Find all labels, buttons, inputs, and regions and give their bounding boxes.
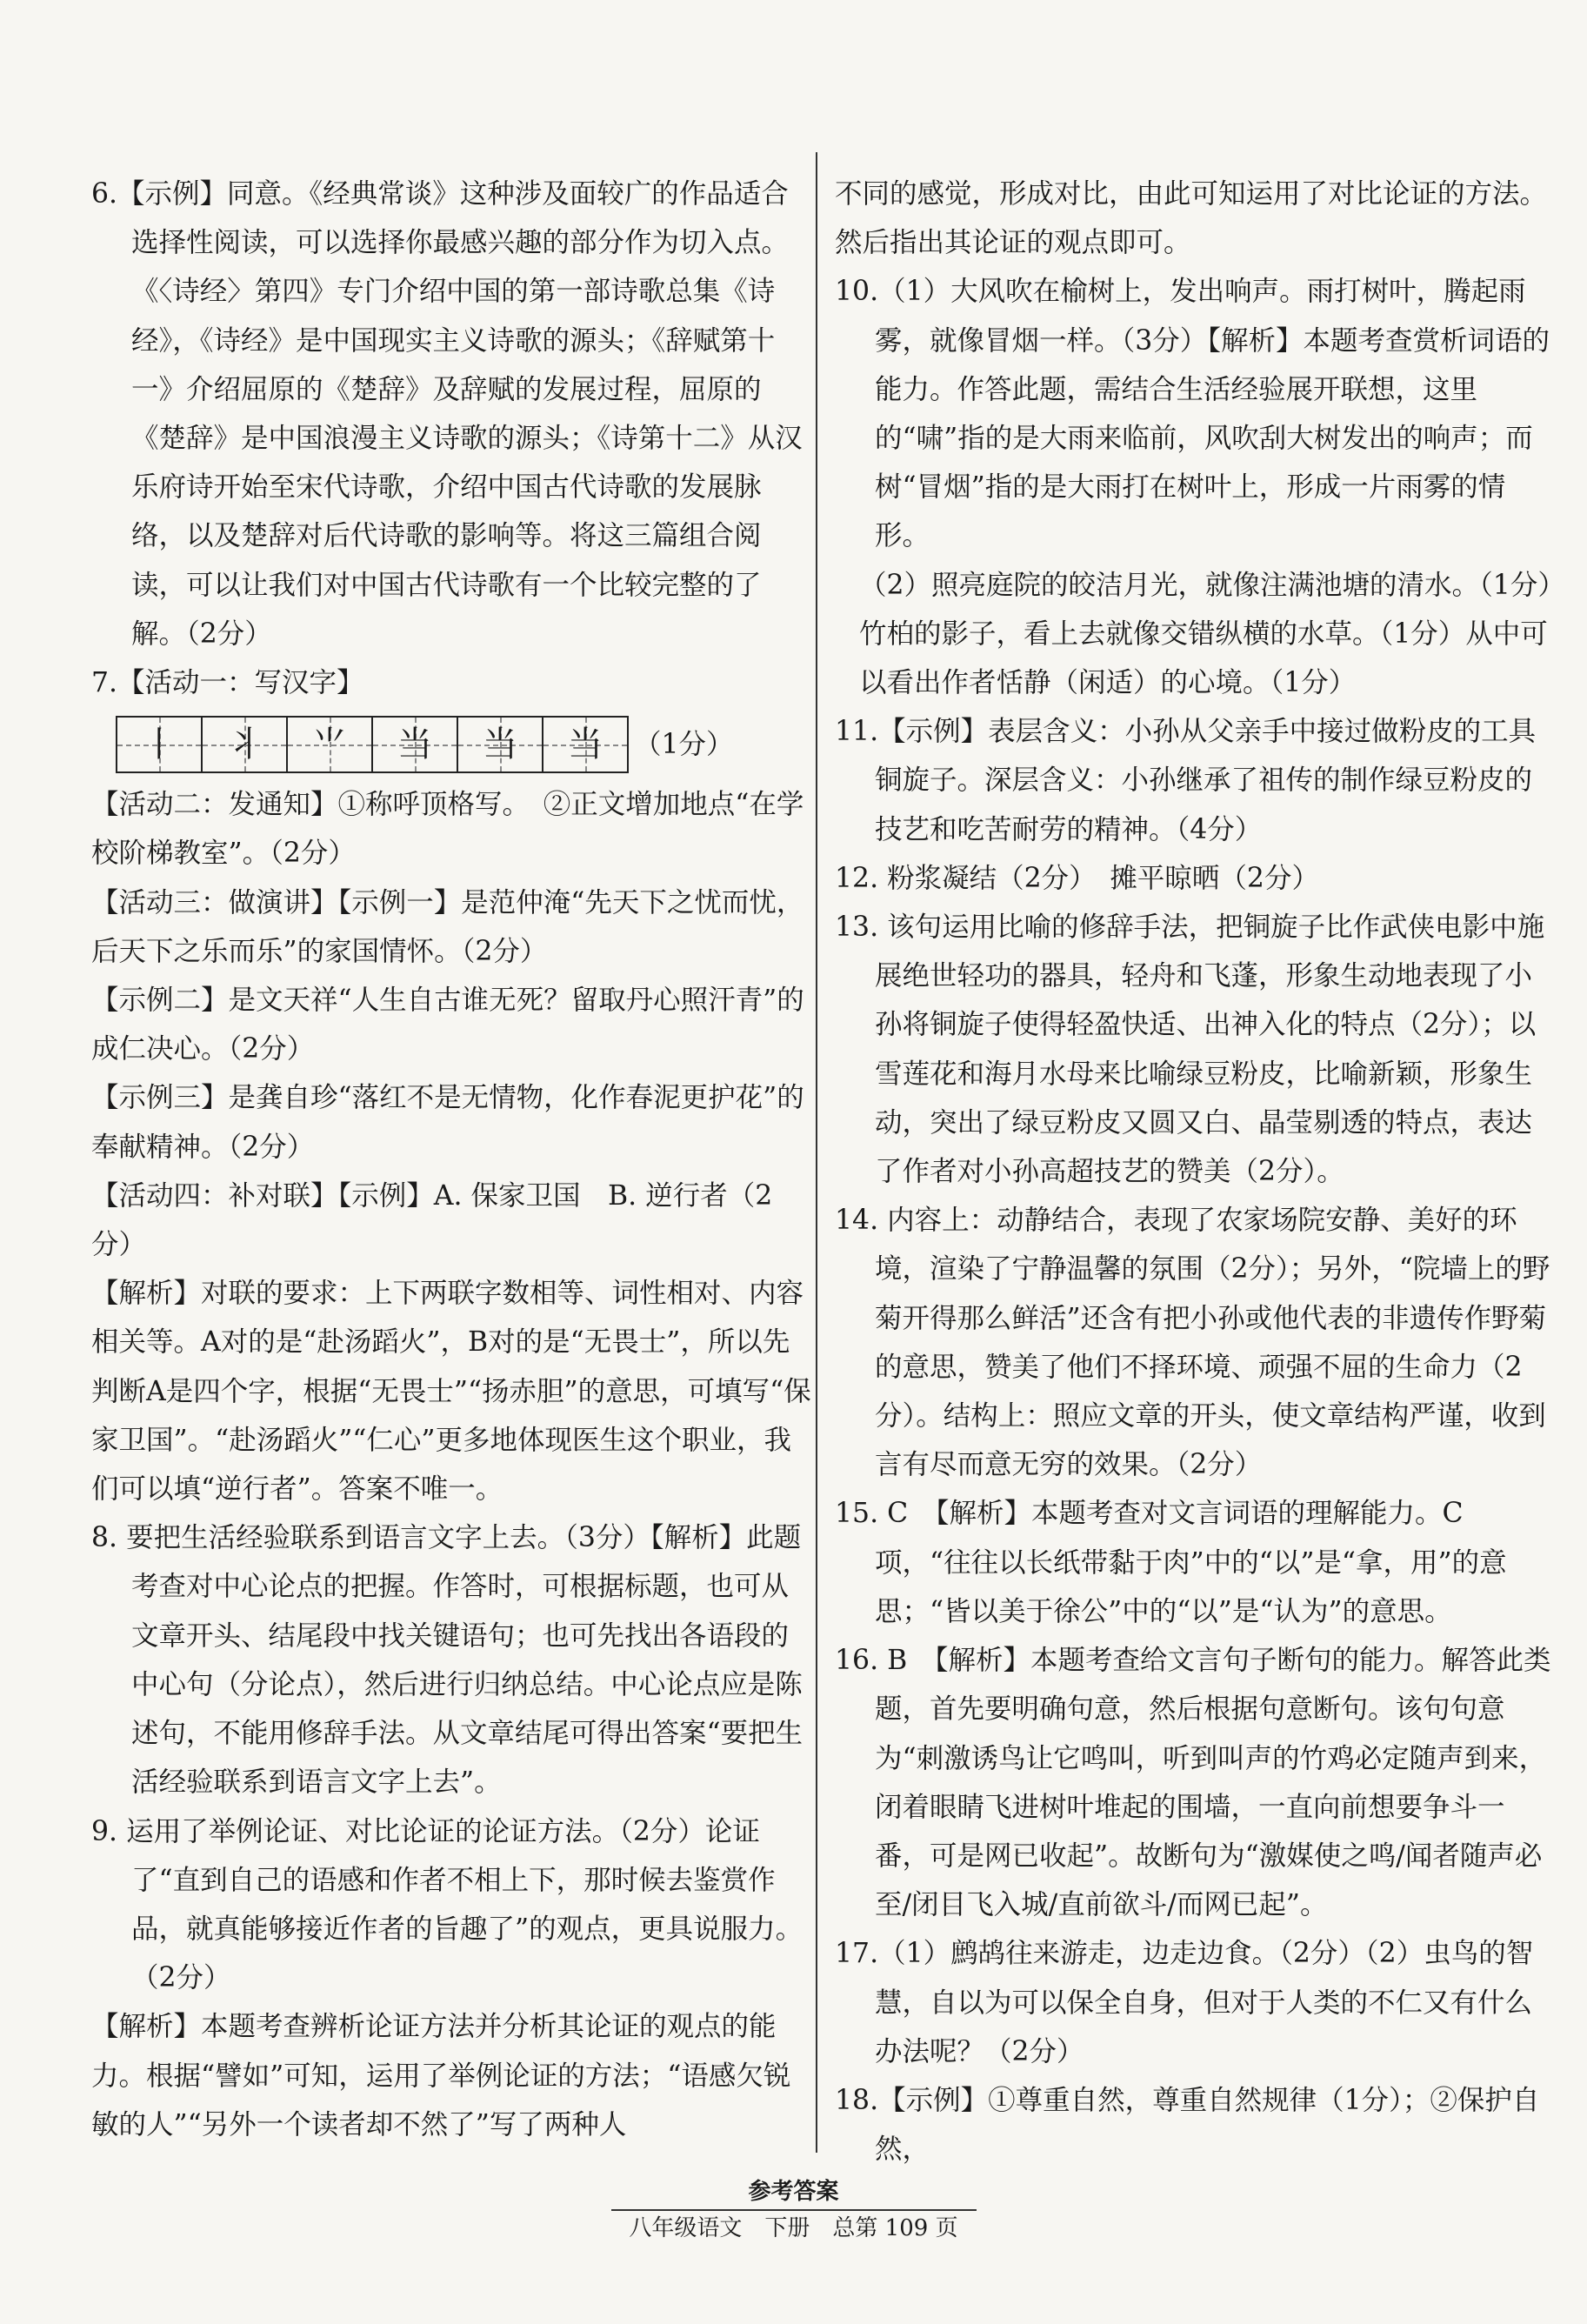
right-column	[835, 170, 1557, 2174]
example-3: 【示例三】是龚自珍“落红不是无情物，化作春泥更护花”的奉献精神。（2分）	[91, 1082, 804, 1163]
stroke-cell: 丬	[201, 716, 286, 773]
answer-16: 16. B 【解析】本题考查给文言句子断句的能力。解答此类题，首先要明确句意，然后根据句意断句。该句句意为“刺激诱鸟让它鸣叫，听到叫声的竹鸡必定随声到来，闭着眼睛飞进树叶堆起的围墙，一直向前想要争斗一番，可是网已收起”。故断句为“激媒使之鸣/闻者随声必至/闭目飞入城/直前欲斗/而网已起”。	[835, 1645, 1551, 1921]
stroke-cell: 丨	[116, 716, 201, 773]
stroke-cell: 当	[457, 716, 542, 773]
stroke-score: （1分）	[634, 729, 734, 761]
footer-page-info: 八年级语文 下册 总第 109 页	[629, 2215, 958, 2241]
answer-14: 14. 内容上：动静结合，表现了农家场院安静、美好的环境，渲染了宁静温馨的氛围（2分）；另外，“院墙上的野菊开得那么鲜活”还含有把小孙或他代表的非遗传作野菊的意思，赞美了他们不择环境、顽强不屈的生命力（2分）。结构上：照应文章的开头，使文章结构严谨，收到言有尽而意无穷的效果。（2分）	[835, 1205, 1550, 1481]
answer-11: 11.【示例】表层含义：小孙从父亲手中接过做粉皮的工具铜旋子。深层含义：小孙继承了祖传的制作绿豆粉皮的技艺和吃苦耐劳的精神。（4分）	[835, 716, 1537, 845]
page-footer	[0, 2174, 1587, 2246]
answer-6: 6.【示例】同意。《经典常谈》这种涉及面较广的作品适合选择性阅读，可以选择你最感兴趣的部分作为切入点。《〈诗经〉第四》专门介绍中国的第一部诗歌总集《诗经》，《诗经》是中国现实主义诗歌的源头；《辞赋第十一》介绍屈原的《楚辞》及辞赋的发展过程，屈原的《楚辞》是中国浪漫主义诗歌的源头；《诗第十二》从汉乐府诗开始至宋代诗歌，介绍中国古代诗歌的发展脉络，以及楚辞对后代诗歌的影响等。将这三篇组合阅读，可以让我们对中国古代诗歌有一个比较完整的了解。（2分）	[91, 178, 803, 650]
left-column	[91, 170, 813, 2149]
stroke-cell: ⺌	[286, 716, 371, 773]
stroke-grid	[116, 712, 813, 777]
answer-18: 18.【示例】①尊重自然，尊重自然规律（1分）；②保护自然，	[835, 2084, 1540, 2166]
answer-13: 13. 该句运用比喻的修辞手法，把铜旋子比作武侠电影中施展绝世轻功的器具，轻舟和飞蓬，形象生动地表现了小孙将铜旋子使得轻盈快适、出神入化的特点（2分）；以雪莲花和海月水母来比喻绿豆粉皮，比喻新颖，形象生动，突出了绿豆粉皮又圆又白、晶莹剔透的特点，表达了作者对小孙高超技艺的赞美（2分）。	[835, 912, 1545, 1188]
activity-2: 【活动二：发通知】①称呼顶格写。 ②正文增加地点“在学校阶梯教室”。（2分）	[91, 789, 804, 870]
answer-9-continued: 不同的感觉，形成对比，由此可知运用了对比论证的方法。然后指出其论证的观点即可。	[835, 178, 1548, 259]
activity-3: 【活动三：做演讲】【示例一】是范仲淹“先天下之忧而忧，后天下之乐而乐”的家国情怀。（2分）	[91, 886, 804, 967]
stroke-cell: 当	[542, 716, 629, 773]
answer-8: 8. 要把生活经验联系到语言文字上去。（3分）【解析】此题考查对中心论点的把握。作答时，可根据标题，也可从文章开头、结尾段中找关键语句；也可先找出各语段的中心句（分论点），然后进行归纳总结。中心论点应是陈述句，不能用修辞手法。从文章结尾可得出答案“要把生活经验联系到语言文字上去”。	[91, 1522, 804, 1799]
answer-9: 9. 运用了举例论证、对比论证的论证方法。（2分）论证了“直到自己的语感和作者不相上下，那时候去鉴赏作品，就真能够接近作者的旨趣了”的观点，更具说服力。（2分）	[91, 1815, 804, 1994]
answer-9-analysis: 【解析】本题考查辨析论证方法并分析其论证的观点的能力。根据“譬如”可知，运用了举例论证的方法；“语感欠锐敏的人”“另外一个读者却不然了”写了两种人	[91, 2011, 791, 2140]
activity-4-analysis: 【解析】对联的要求：上下两联字数相等、词性相对、内容相关等。A对的是“赴汤蹈火”，B对的是“无畏士”，所以先判断A是四个字，根据“无畏士”“扬赤胆”的意思，可填写“保家卫国”。“赴汤蹈火”“仁心”更多地体现医生这个职业，我们可以填“逆行者”。答案不唯一。	[91, 1278, 811, 1506]
answer-10: 10.（1）大风吹在榆树上，发出响声。雨打树叶，腾起雨雾，就像冒烟一样。（3分）【解析】本题考查赏析词语的能力。作答此题，需结合生活经验展开联想，这里的“啸”指的是大雨来临前，风吹刮大树发出的响声；而树“冒烟”指的是大雨打在树叶上，形成一片雨雾的情形。	[835, 276, 1550, 552]
answer-12: 12. 粉浆凝结（2分） 摊平晾晒（2分）	[835, 862, 1319, 894]
stroke-cell: 当	[371, 716, 457, 773]
answer-10-part2: （2）照亮庭院的皎洁月光，就像注满池塘的清水。（1分）竹柏的影子，看上去就像交错纵横的水草。（1分）从中可以看出作者恬静（闲适）的心境。（1分）	[859, 569, 1552, 699]
activity-4: 【活动四：补对联】【示例】A. 保家卫国 B. 逆行者（2分）	[91, 1179, 773, 1261]
answer-17: 17.（1）鹧鸪往来游走，边走边食。（2分）（2）虫鸟的智慧，自以为可以保全自身，但对于人类的不仁又有什么办法呢？（2分）	[835, 1938, 1534, 2067]
footer-title: 参考答案	[748, 2179, 839, 2205]
column-divider	[816, 152, 817, 2153]
answer-15: 15. C 【解析】本题考查对文言词语的理解能力。C项，“往往以长纸带黏于肉”中的“以”是“拿，用”的意思；“皆以美于徐公”中的“以”是“认为”的意思。	[835, 1498, 1507, 1627]
example-2: 【示例二】是文天祥“人生自古谁无死？留取丹心照汗青”的成仁决心。（2分）	[91, 985, 804, 1065]
answer-7-heading: 7.【活动一：写汉字】	[91, 667, 364, 699]
